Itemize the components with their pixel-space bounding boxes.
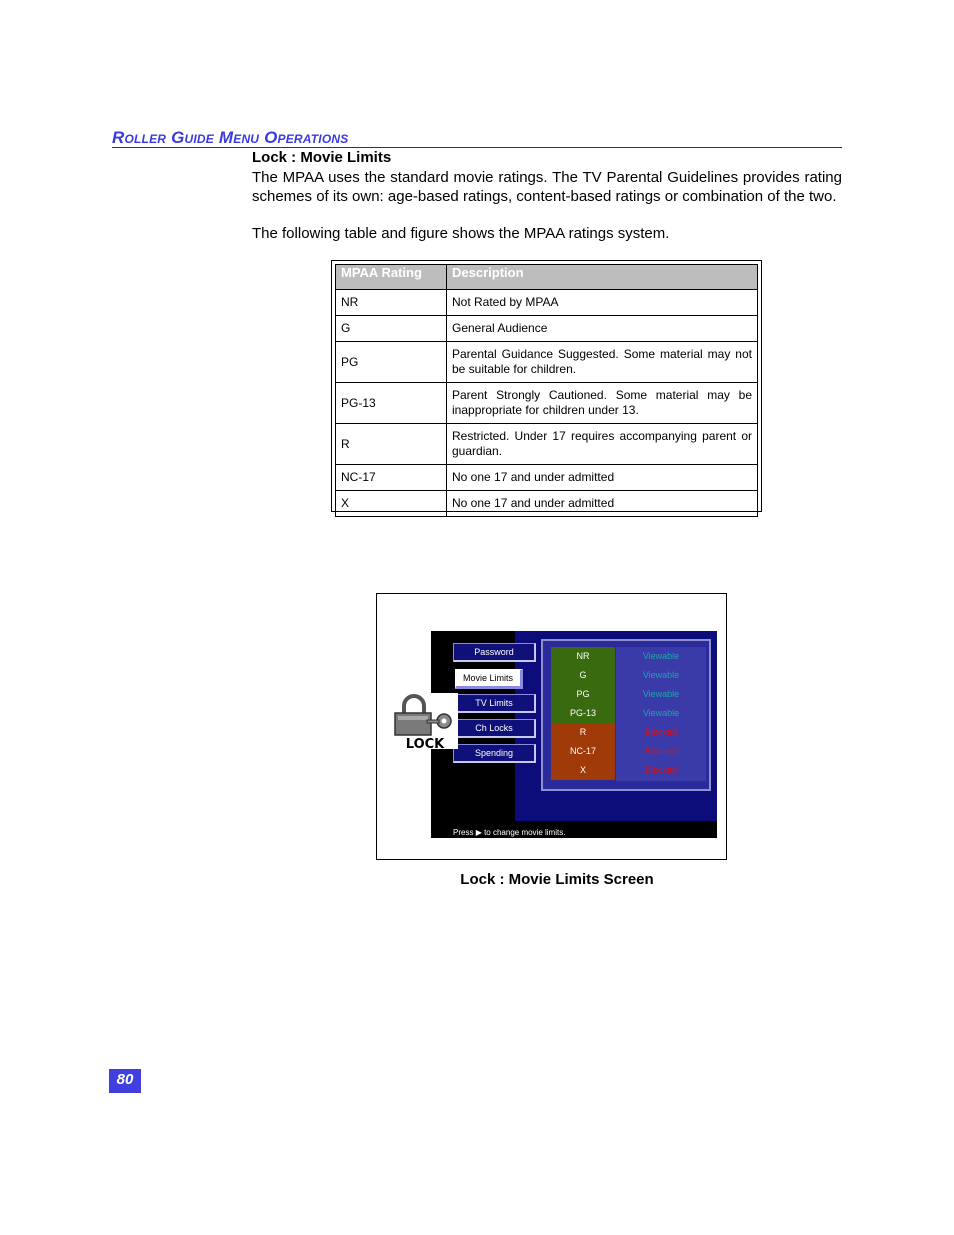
column-header-rating: MPAA Rating bbox=[336, 265, 447, 290]
subheading: Lock : Movie Limits bbox=[252, 149, 392, 166]
description-cell: General Audience bbox=[447, 316, 758, 342]
table-row bbox=[336, 491, 758, 517]
rating-item[interactable]: G bbox=[551, 666, 615, 685]
rating-cell: NR bbox=[336, 290, 447, 316]
column-header-description: Description bbox=[447, 265, 758, 290]
rating-cell: PG-13 bbox=[336, 383, 447, 424]
table-row bbox=[336, 316, 758, 342]
hint-suffix: to change movie limits. bbox=[484, 828, 566, 837]
description-cell: Parent Strongly Cautioned. Some material may be inappropriate for children under 13. bbox=[447, 383, 758, 424]
rating-status: Viewable bbox=[642, 651, 680, 661]
rating-cell: NC-17 bbox=[336, 465, 447, 491]
table-row bbox=[336, 383, 758, 424]
description-cell: No one 17 and under admitted bbox=[447, 465, 758, 491]
rating-cell: G bbox=[336, 316, 447, 342]
status-column bbox=[616, 647, 706, 781]
rating-item[interactable]: PG-13 bbox=[551, 704, 615, 723]
rating-status: Blocked bbox=[644, 727, 678, 737]
rating-status: Blocked bbox=[644, 765, 678, 775]
table-row bbox=[336, 290, 758, 316]
rating-cell: R bbox=[336, 424, 447, 465]
paragraph: The following table and figure shows the MPAA ratings system. bbox=[252, 225, 670, 242]
rating-column bbox=[551, 647, 615, 781]
description-cell: Not Rated by MPAA bbox=[447, 290, 758, 316]
menu-tv-limits-button[interactable]: TV Limits bbox=[453, 694, 536, 713]
menu-ch-locks-button[interactable]: Ch Locks bbox=[453, 719, 536, 738]
lock-label: LOCK bbox=[405, 737, 445, 749]
hint-prefix: Press bbox=[453, 828, 474, 837]
menu-spending-button[interactable]: Spending bbox=[453, 744, 536, 763]
tv-screen bbox=[431, 631, 717, 838]
table-row bbox=[336, 342, 758, 383]
rating-status: Viewable bbox=[642, 689, 680, 699]
description-cell: Parental Guidance Suggested. Some material may not be suitable for children. bbox=[447, 342, 758, 383]
rating-cell: X bbox=[336, 491, 447, 517]
lock-icon bbox=[392, 693, 458, 749]
rating-item[interactable]: X bbox=[551, 761, 615, 780]
movie-limits-panel bbox=[541, 639, 711, 791]
paragraph: The MPAA uses the standard movie ratings. The TV Parental Guidelines provides rating schemes of its own: age-based ratings, content-based ratings or combination of the two. bbox=[252, 169, 842, 205]
rating-status: Blocked bbox=[644, 746, 678, 756]
table-row bbox=[336, 465, 758, 491]
mpaa-ratings-table bbox=[335, 264, 758, 517]
figure-caption: Lock : Movie Limits Screen bbox=[460, 871, 654, 888]
page-number: 80 bbox=[109, 1069, 141, 1093]
description-cell: No one 17 and under admitted bbox=[447, 491, 758, 517]
rating-item[interactable]: PG bbox=[551, 685, 615, 704]
rating-item[interactable]: NC-17 bbox=[551, 742, 615, 761]
description-cell: Restricted. Under 17 requires accompanying parent or guardian. bbox=[447, 424, 758, 465]
rating-status: Viewable bbox=[642, 670, 680, 680]
menu-movie-limits-button[interactable]: Movie Limits bbox=[455, 669, 523, 689]
table-row bbox=[336, 424, 758, 465]
section-title: Roller Guide Menu Operations bbox=[112, 128, 842, 148]
ratings-table-frame bbox=[331, 260, 762, 512]
rating-cell: PG bbox=[336, 342, 447, 383]
right-arrow-icon: ▶ bbox=[475, 828, 482, 837]
rating-item[interactable]: NR bbox=[551, 647, 615, 666]
hint-bar bbox=[449, 827, 717, 838]
rating-status: Viewable bbox=[642, 708, 680, 718]
menu-password-button[interactable]: Password bbox=[453, 643, 536, 662]
rating-item[interactable]: R bbox=[551, 723, 615, 742]
